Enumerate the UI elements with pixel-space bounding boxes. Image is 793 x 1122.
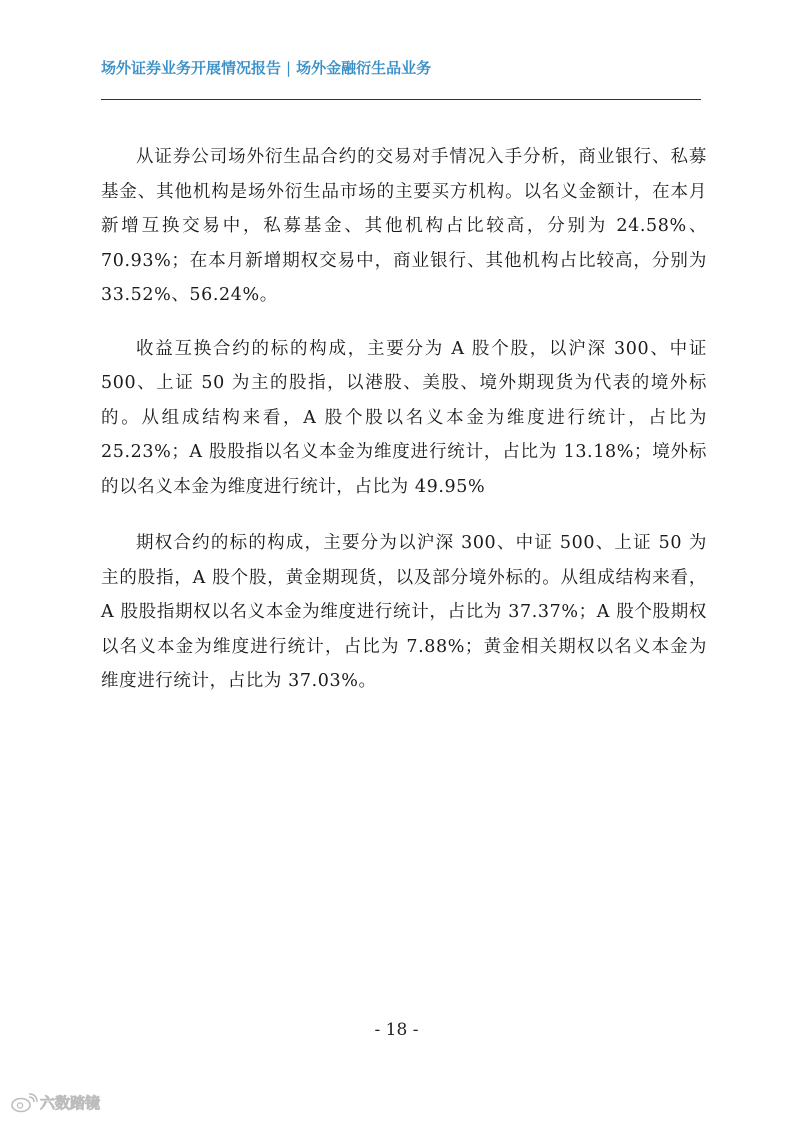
paragraph-option-underlyings: 期权合约的标的构成，主要分为以沪深 300、中证 500、上证 50 为主的股指，A 股个股，黄金期现货，以及部分境外标的。从组成结构来看，A 股股指期权以名义本金为维度进行统计，占比为 37.37%；A 股个股期权以名义本金为维度进行统计，占比为 7.88%；黄金相关期权以名义本金为维度进行统计，占比为 37.03%。 [101, 533, 707, 691]
watermark-text: 六数踏镜 [40, 1094, 101, 1112]
page-number: - 18 - [374, 1020, 419, 1040]
paragraph-swap-underlyings: 收益互换合约的标的构成，主要分为 A 股个股，以沪深 300、中证 500、上证 50 为主的股指，以港股、美股、境外期现货为代表的境外标的。从组成结构来看，A 股个股以名义本金为维度进行统计，占比为 25.23%；A 股股指以名义本金为维度进行统计，占比为 13.18%；境外标的以名义本金为维度进行统计，占比为 49.95% [101, 338, 707, 497]
page-header [101, 58, 701, 100]
header-title [101, 58, 431, 78]
paragraph-counterparties: 从证券公司场外衍生品合约的交易对手情况入手分析，商业银行、私募基金、其他机构是场外衍生品市场的主要买方机构。以名义金额计，在本月新增互换交易中，私募基金、其他机构占比较高，分别为 24.58%、70.93%；在本月新增期权交易中，商业银行、其他机构占比较高，分别为 33.52%、56.24%。 [101, 147, 707, 305]
section-title: 场外金融衍生品业务 [296, 59, 432, 77]
report-title: 场外证券业务开展情况报告 [101, 59, 282, 77]
weibo-logo-icon [10, 1093, 38, 1113]
header-separator: | [286, 59, 292, 77]
watermark [10, 1092, 100, 1113]
document-body [101, 140, 707, 721]
